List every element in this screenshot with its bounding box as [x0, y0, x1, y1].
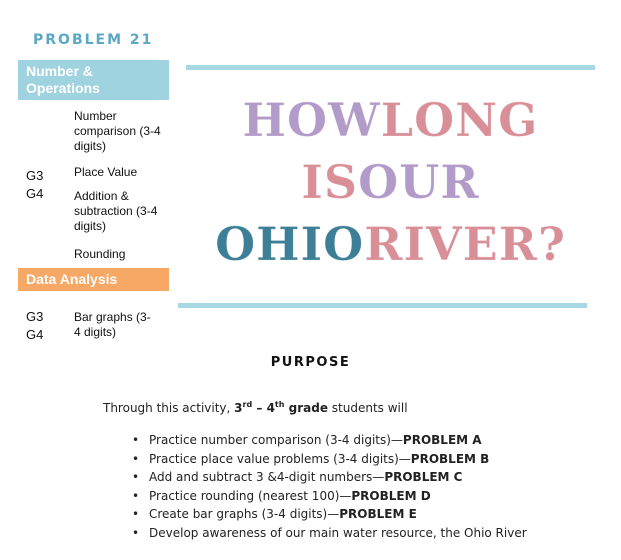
title-block — [186, 93, 595, 279]
number-operations-header — [18, 60, 169, 100]
purpose-intro: Through this activity, 3rd – 4th grade students will — [103, 400, 408, 415]
title-word: OUR — [358, 155, 480, 209]
topic-number-comparison: Number comparison (3-4 digits) — [74, 109, 161, 153]
grade-label-g4: G4 — [26, 186, 44, 201]
title-line-1 — [186, 93, 595, 155]
problem-label: PROBLEM 21 — [33, 32, 154, 48]
topic-place-value: Place Value — [74, 165, 138, 179]
number-operations-title-line2: Operations — [26, 80, 100, 96]
purpose-list — [132, 431, 527, 542]
grade-label-g3-data: G3 — [26, 309, 44, 324]
title-rule-top — [186, 65, 595, 70]
list-item: • Add and subtract 3 &4-digit numbers—PROBLEM C — [132, 468, 527, 487]
grade-label-g3: G3 — [26, 168, 44, 183]
topic-addition-subtraction: Addition & subtraction (3-4 digits) — [74, 189, 158, 233]
title-rule-bottom — [178, 303, 587, 308]
topic-bar-graphs: Bar graphs (3-4 digits) — [74, 310, 151, 339]
list-item: • Develop awareness of our main water resource, the Ohio River — [132, 524, 527, 543]
title-word: HOW — [242, 93, 381, 147]
grade-label-g4-data: G4 — [26, 327, 44, 342]
list-item: • Practice place value problems (3-4 digits)—PROBLEM B — [132, 450, 527, 469]
list-item: • Create bar graphs (3-4 digits)—PROBLEM E — [132, 505, 527, 524]
number-operations-title-line1: Number & — [26, 63, 93, 79]
data-analysis-header: Data Analysis — [18, 268, 169, 291]
list-item: • Practice rounding (nearest 100)—PROBLEM D — [132, 487, 527, 506]
title-line-2 — [186, 155, 595, 217]
title-word: RIVER? — [364, 217, 566, 271]
purpose-heading: PURPOSE — [270, 355, 351, 370]
list-item: • Practice number comparison (3-4 digits)—PROBLEM A — [132, 431, 527, 450]
topic-rounding: Rounding — [74, 247, 126, 261]
title-word: LONG — [380, 93, 539, 147]
title-word: IS — [301, 155, 359, 209]
title-line-3 — [186, 217, 595, 279]
title-word: OHIO — [215, 217, 365, 271]
